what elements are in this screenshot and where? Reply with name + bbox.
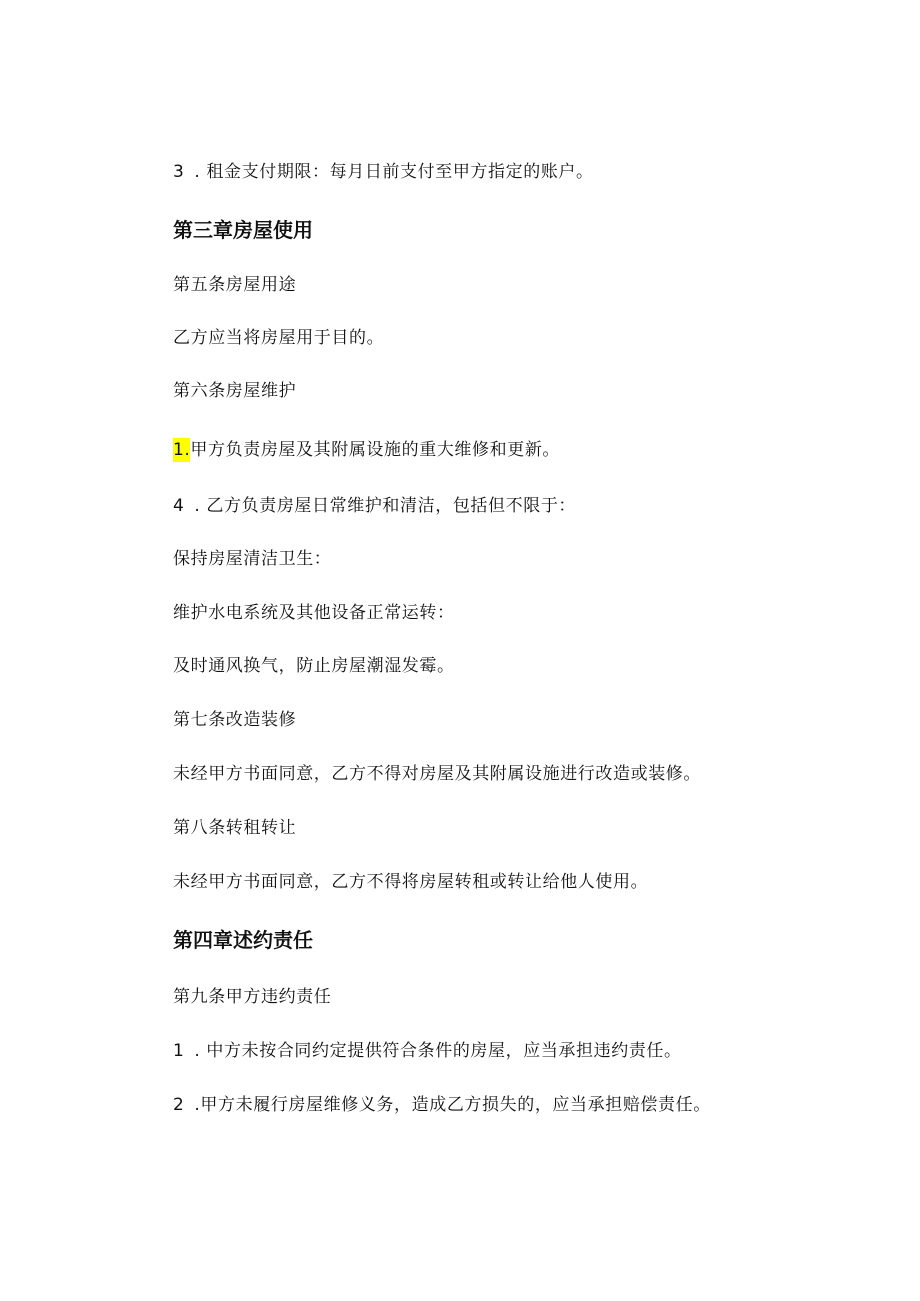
- list-item-ventilation: 及时通风换气，防止房屋潮湿发霉。: [173, 656, 455, 676]
- list-item-keep-clean: 保持房屋清洁卫生：: [173, 549, 332, 569]
- paragraph-sublease: 未经甲方书面同意，乙方不得将房屋转租或转让给他人使用。: [173, 872, 649, 892]
- clause-repair-obligation: [173, 1093, 711, 1117]
- highlighted-item-number: 1.: [173, 440, 191, 460]
- clause-major-repairs: [173, 438, 560, 462]
- item-text: . 乙方负责房屋日常维护和清洁，包括但不限于：: [188, 496, 577, 516]
- item-number: 1: [173, 1041, 185, 1061]
- item-number: 4: [173, 496, 185, 516]
- item-text: .甲方未履行房屋维修义务，造成乙方损失的，应当承担赔偿责任。: [188, 1095, 711, 1115]
- article-title-sublease: 第八条转租转让: [173, 818, 297, 838]
- clause-rent-payment-deadline: [173, 160, 594, 184]
- article-title-renovation: 第七条改造装修: [173, 710, 297, 730]
- item-text: . 中方未按合同约定提供符合条件的房屋，应当承担违约责任。: [188, 1041, 682, 1061]
- paragraph-renovation: 未经甲方书面同意，乙方不得对房屋及其附属设施进行改造或装修。: [173, 764, 701, 784]
- article-title-party-a-liability: 第九条甲方违约责任: [173, 987, 332, 1007]
- chapter-heading-house-use: 第三章房屋使用: [173, 218, 313, 242]
- item-text: . 租金支付期限：每月日前支付至甲方指定的账户。: [188, 162, 594, 182]
- item-number: 2: [173, 1095, 185, 1115]
- item-number: 3: [173, 162, 185, 182]
- item-text: 甲方负责房屋及其附属设施的重大维修和更新。: [190, 440, 561, 460]
- article-title-house-purpose: 第五条房屋用途: [173, 275, 297, 295]
- article-title-house-maintenance: 第六条房屋维护: [173, 381, 297, 401]
- chapter-heading-liability: 第四章述约责任: [173, 928, 313, 952]
- list-item-maintain-systems: 维护水电系统及其他设备正常运转：: [173, 603, 455, 623]
- clause-daily-maintenance: [173, 494, 576, 518]
- paragraph-house-purpose: 乙方应当将房屋用于目的。: [173, 328, 385, 348]
- clause-house-not-provided: [173, 1039, 682, 1063]
